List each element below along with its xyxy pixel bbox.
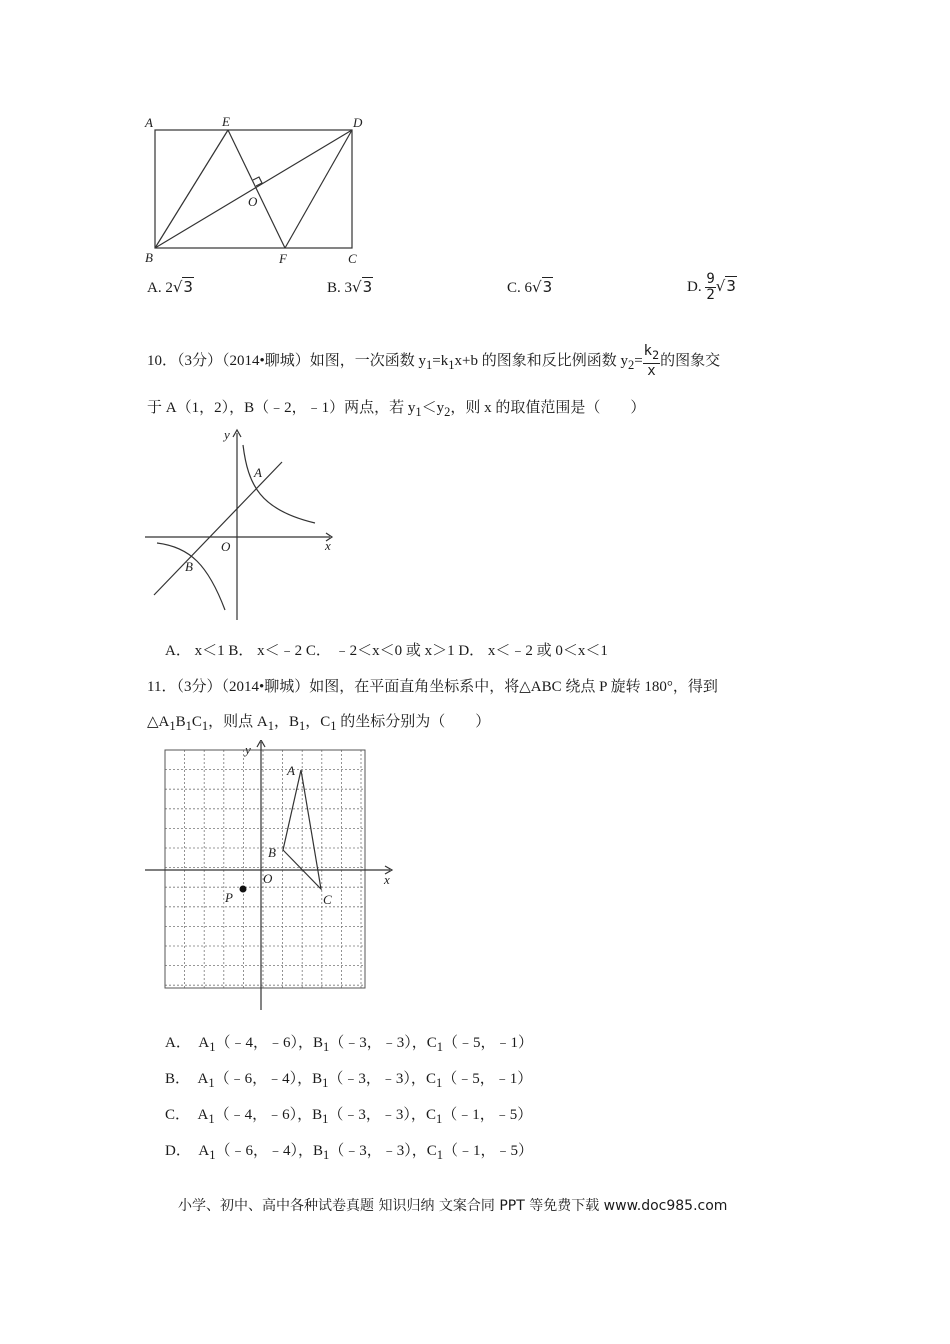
point-p-label: P bbox=[225, 890, 233, 905]
q11-grid-graph bbox=[140, 740, 400, 1015]
segment-fd bbox=[285, 130, 352, 248]
option-letter: D. bbox=[687, 278, 702, 295]
q10-function-graph bbox=[140, 425, 350, 625]
q11-option-b[interactable]: B． $A_1(﹣6$，﹣4），$B_1(﹣3$，﹣3），$C_1(﹣5$，﹣1） bbox=[165, 1071, 533, 1090]
x-label: x bbox=[384, 872, 390, 887]
label-f: F bbox=[279, 251, 287, 266]
point-a-label: A bbox=[254, 465, 262, 480]
y-label: y bbox=[224, 427, 230, 442]
point-p-dot bbox=[240, 886, 247, 893]
hyperbola-branch-upper bbox=[243, 445, 315, 523]
sqrt-icon: √3 bbox=[352, 278, 373, 296]
footer-text: 小学、初中、高中各种试卷真题 知识归纳 文案合同 PPT 等免费下载 www.doc985.com bbox=[178, 1198, 728, 1214]
origin-label: O bbox=[221, 539, 231, 554]
linear-function-line bbox=[154, 462, 282, 595]
q11-line1: 11．（3分）（2014•聊城）如图，在平面直角坐标系中，将△ABC 绕点 P 旋转 180°，得到 bbox=[147, 679, 718, 695]
label-a: A bbox=[145, 115, 153, 130]
origin-label: O bbox=[263, 871, 273, 886]
q9-option-a[interactable] bbox=[147, 278, 194, 297]
diagonal-bd bbox=[155, 130, 352, 248]
point-a-label: A bbox=[287, 763, 295, 778]
sqrt-icon: √3 bbox=[172, 278, 193, 296]
q10-line2: 于 A（1，2），B（﹣2，﹣1）两点，若 $y_1<y_2$，则 x 的取值范围是（ ） bbox=[147, 400, 646, 419]
q11-option-c[interactable]: C． $A_1(﹣4$，﹣6），$B_1(﹣3$，﹣3），$C_1(﹣1$，﹣5） bbox=[165, 1107, 533, 1126]
point-c-label: C bbox=[323, 892, 332, 907]
option-letter: B. bbox=[327, 280, 341, 296]
option-coef: 6 bbox=[524, 280, 533, 296]
grid-border bbox=[165, 750, 365, 988]
segment-ef bbox=[228, 130, 285, 248]
q11-option-a[interactable]: A． $A_1(﹣4$，﹣6），$B_1(﹣3$，﹣3），$C_1(﹣5$，﹣1） bbox=[165, 1035, 534, 1054]
hyperbola-branch-lower bbox=[157, 543, 225, 610]
q9-option-c[interactable] bbox=[507, 278, 553, 297]
label-e: E bbox=[222, 114, 230, 129]
segment-be bbox=[155, 130, 228, 248]
q10-options[interactable]: A． x＜1 B． x＜﹣2 C． ﹣2＜x＜0 或 x＞1 D． x＜﹣2 或 0＜x＜1 bbox=[165, 643, 608, 659]
q9-option-d[interactable] bbox=[687, 272, 737, 303]
option-letter: C. bbox=[507, 280, 521, 296]
q11-option-d[interactable]: D． $A_1(﹣6$，﹣4），$B_1(﹣3$，﹣3），$C_1(﹣1$，﹣5） bbox=[165, 1143, 534, 1162]
fraction-k2-over-x: $\frac{k_2}{x}$ bbox=[643, 343, 660, 379]
q11-line2: $\triangle A_1B_1C_1$，则点 $A_1$，$B_1$，$C_1$ 的坐标分别为（ ） bbox=[147, 714, 491, 733]
label-d: D bbox=[353, 115, 363, 130]
option-coef: 3 bbox=[344, 280, 353, 296]
grid bbox=[165, 750, 365, 988]
label-o: O bbox=[248, 194, 258, 209]
sqrt-icon: √3 bbox=[715, 276, 736, 295]
point-b-label: B bbox=[185, 559, 193, 574]
q10-line1: 10．（3分）（2014•聊城）如图，一次函数 $y_1=k_1x+b$ 的图象和反比例函数 $y_2=$ $\frac{k_2}{x}$ 的图象交 bbox=[147, 343, 721, 379]
fraction: $\frac{9}{2}$ bbox=[706, 271, 715, 303]
x-label: x bbox=[325, 538, 331, 553]
q9-option-b[interactable] bbox=[327, 278, 373, 297]
option-coef: 2 bbox=[165, 280, 173, 296]
point-b-label: B bbox=[268, 845, 276, 860]
option-letter: A. bbox=[147, 280, 162, 296]
label-c: C bbox=[348, 251, 357, 266]
y-label: y bbox=[245, 742, 251, 757]
q9-rectangle-figure bbox=[140, 110, 370, 270]
sqrt-icon: √3 bbox=[532, 278, 553, 296]
label-b: B bbox=[145, 250, 153, 265]
